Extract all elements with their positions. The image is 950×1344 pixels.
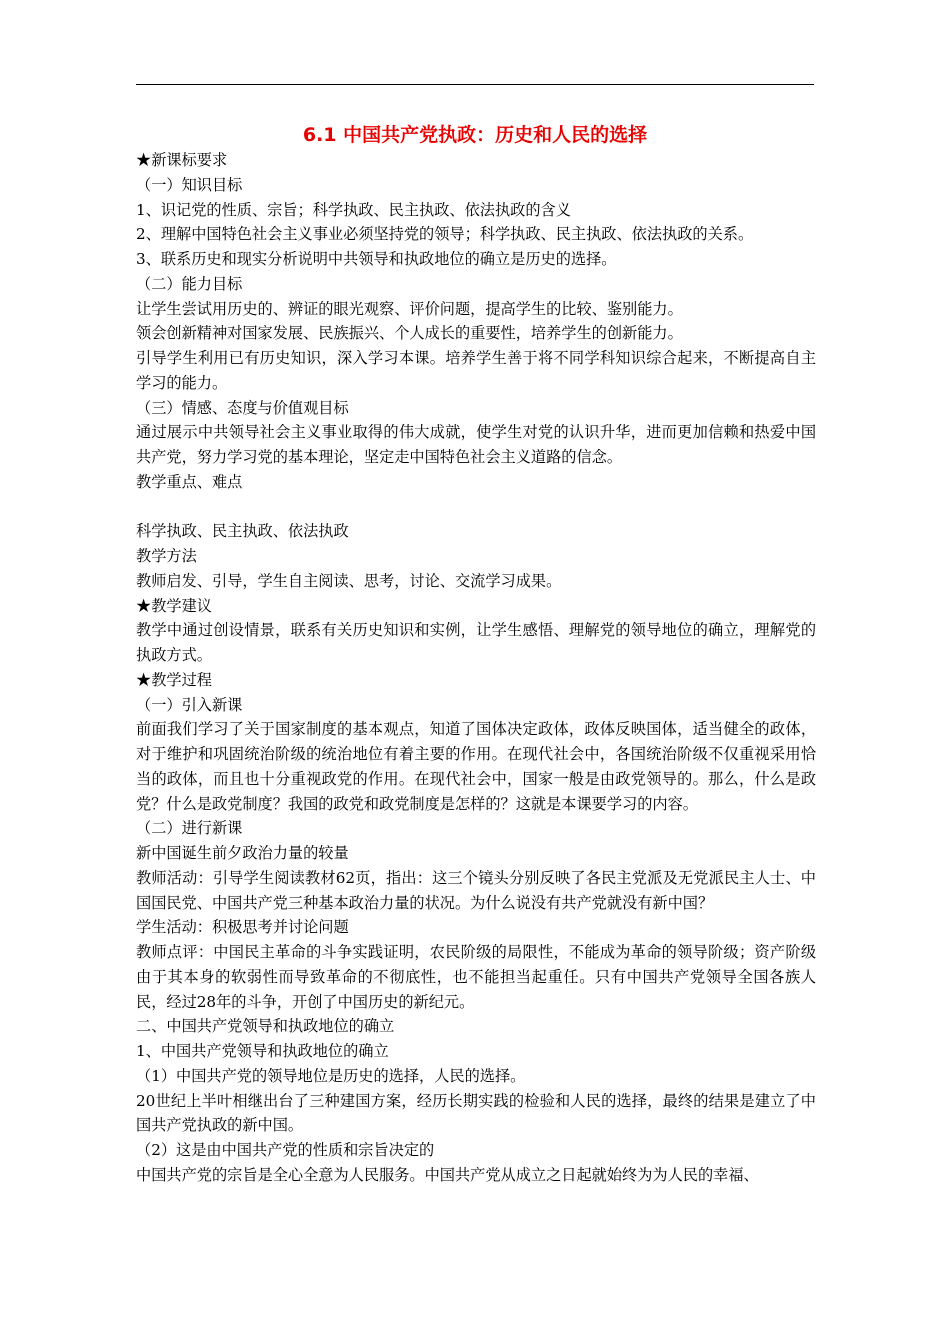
paragraph: 教师启发、引导，学生自主阅读、思考，讨论、交流学习成果。 — [136, 571, 562, 590]
paragraph: （三）情感、态度与价值观目标 — [136, 398, 349, 417]
paragraph: 新中国诞生前夕政治力量的较量 — [136, 844, 349, 862]
paragraph: 学生活动：积极思考并讨论问题 — [136, 918, 349, 937]
paragraph: 通过展示中共领导社会主义事业取得的伟大成就，使学生对党的认识升华，进而更加信赖和热爱中国共产党，努力学习党的基本理论，坚定走中国特色社会主义道路的信念。 — [136, 423, 816, 466]
paragraph: 引导学生利用已有历史知识，深入学习本课。培养学生善于将不同学科知识综合起来，不断提高自主学习的能力。 — [136, 349, 816, 392]
paragraph: 2、理解中国特色社会主义事业必须坚持党的领导；科学执政、民主执政、依法执政的关系。 — [136, 225, 754, 244]
paragraph: ★新课标要求 — [136, 151, 228, 169]
paragraph: 教师点评：中国民主革命的斗争实践证明，农民阶级的局限性，不能成为革命的领导阶级；资产阶级由于其本身的软弱性而导致革命的不彻底性，也不能担当起重任。只有中国共产党领导全国各族人民，经过28年的斗争，开创了中国历史的新纪元。 — [136, 943, 816, 1011]
paragraph: 让学生尝试用历史的、辨证的眼光观察、评价问题，提高学生的比较、鉴别能力。 — [136, 299, 683, 318]
paragraph: 教学方法 — [136, 547, 197, 565]
paragraph: 1、识记党的性质、宗旨；科学执政、民主执政、依法执政的含义 — [136, 200, 571, 219]
paragraph: 二、中国共产党领导和执政地位的确立 — [136, 1017, 395, 1036]
paragraph: 科学执政、民主执政、依法执政 — [136, 522, 349, 541]
paragraph: （1）中国共产党的领导地位是历史的选择，人民的选择。 — [136, 1066, 526, 1085]
paragraph: 教师活动：引导学生阅读教材62页，指出：这三个镜头分别反映了各民主党派及无党派民主人士、中国国民党、中国共产党三种基本政治力量的状况。为什么说没有共产党就没有新中国？ — [136, 868, 816, 912]
document-body — [136, 148, 816, 1188]
header-rule — [136, 84, 814, 85]
paragraph: 领会创新精神对国家发展、民族振兴、个人成长的重要性，培养学生的创新能力。 — [136, 324, 683, 343]
paragraph: 教学中通过创设情景，联系有关历史知识和实例，让学生感悟、理解党的领导地位的确立，理解党的执政方式。 — [136, 621, 816, 664]
paragraph: 1、中国共产党领导和执政地位的确立 — [136, 1042, 389, 1060]
paragraph: 前面我们学习了关于国家制度的基本观点，知道了国体决定政体，政体反映国体，适当健全的政体，对于维护和巩固统治阶级的统治地位有着主要的作用。在现代社会中，各国统治阶级不仅重视采用恰当的政体，而且也十分重视政党的作用。在现代社会中，国家一般是由政党领导的。那么，什么是政党？什么是政党制度？我国的政党和政党制度是怎样的？这就是本课要学习的内容。 — [136, 720, 816, 813]
paragraph: ★教学建议 — [136, 596, 212, 615]
paragraph: 20世纪上半叶相继出台了三种建国方案，经历长期实践的检验和人民的选择，最终的结果是建立了中国共产党执政的新中国。 — [136, 1091, 816, 1135]
paragraph: 中国共产党的宗旨是全心全意为人民服务。中国共产党从成立之日起就始终为为人民的幸福、 — [136, 1165, 759, 1184]
page-title: 6.1 中国共产党执政：历史和人民的选择 — [302, 124, 648, 146]
paragraph: （2）这是由中国共产党的性质和宗旨决定的 — [136, 1141, 435, 1159]
paragraph: （二）能力目标 — [136, 274, 243, 293]
paragraph: （一）知识目标 — [136, 175, 243, 194]
blank-line — [136, 495, 816, 520]
paragraph: 3、联系历史和现实分析说明中共领导和执政地位的确立是历史的选择。 — [136, 250, 617, 268]
paragraph: ★教学过程 — [136, 670, 212, 689]
paragraph: （二）进行新课 — [136, 819, 243, 838]
paragraph: （一）引入新课 — [136, 695, 243, 714]
paragraph: 教学重点、难点 — [136, 472, 243, 491]
